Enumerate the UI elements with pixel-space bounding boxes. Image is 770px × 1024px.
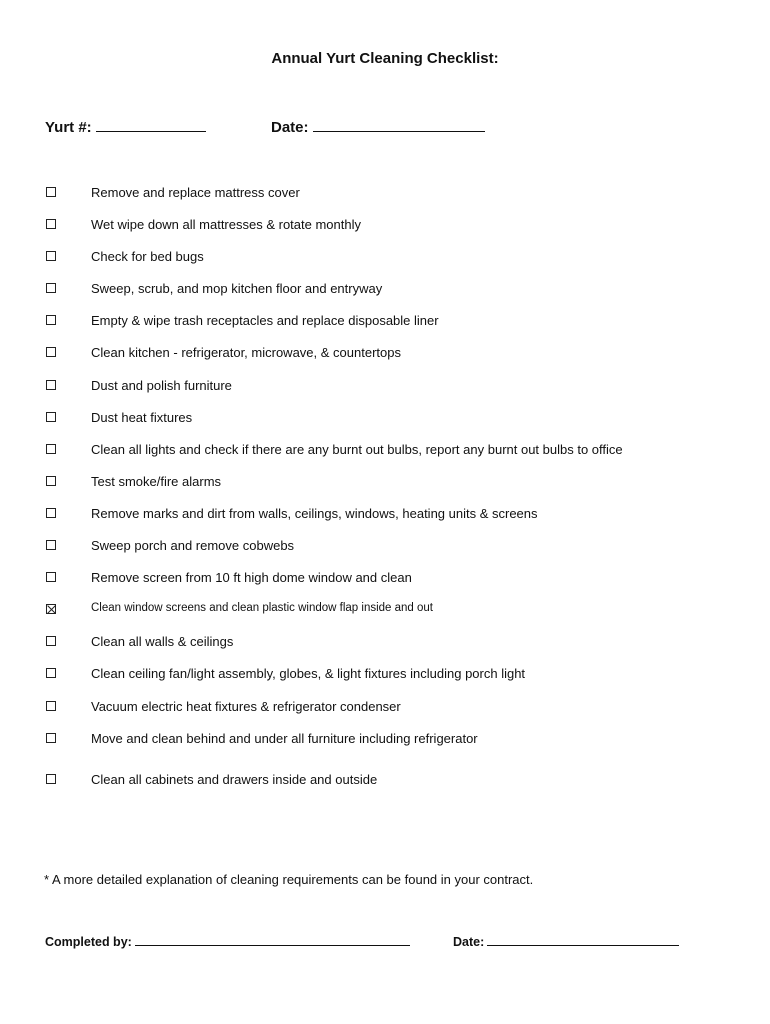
yurt-number-field <box>45 117 206 136</box>
checklist-item <box>44 663 744 695</box>
checklist-item-label: Vacuum electric heat fixtures & refrigerator condenser <box>91 698 401 714</box>
checkbox[interactable] <box>46 187 56 197</box>
checklist-item <box>44 696 744 728</box>
checklist-item <box>44 310 744 342</box>
checkbox[interactable] <box>46 774 56 784</box>
checklist-item-label: Remove marks and dirt from walls, ceilings, windows, heating units & screens <box>91 505 538 521</box>
date-blank[interactable] <box>313 117 485 132</box>
checklist-item-label: Clean all walls & ceilings <box>91 634 234 650</box>
yurt-number-blank[interactable] <box>96 117 206 132</box>
checklist-item-label: Clean kitchen - refrigerator, microwave, & countertops <box>91 345 401 361</box>
checkbox[interactable] <box>46 701 56 711</box>
checklist-item-label: Remove screen from 10 ft high dome window and clean <box>91 570 412 586</box>
cleaning-checklist <box>44 182 744 801</box>
checklist-item <box>44 631 744 663</box>
checklist-item <box>44 375 744 407</box>
checklist-item <box>44 182 744 214</box>
checklist-item <box>44 246 744 278</box>
checklist-item <box>44 728 744 760</box>
date-label: Date: <box>271 119 309 136</box>
checkbox[interactable] <box>46 733 56 743</box>
checkbox[interactable] <box>46 476 56 486</box>
checklist-item <box>44 471 744 503</box>
checklist-item-label: Move and clean behind and under all furniture including refrigerator <box>91 730 478 746</box>
checklist-item-label: Clean ceiling fan/light assembly, globes, & light fixtures including porch light <box>91 666 526 682</box>
checkbox[interactable] <box>46 668 56 678</box>
checklist-item <box>44 503 744 535</box>
checkbox[interactable] <box>46 540 56 550</box>
checkbox[interactable] <box>46 508 56 518</box>
checklist-item-label: Empty & wipe trash receptacles and replace disposable liner <box>91 313 439 329</box>
checkbox[interactable] <box>46 636 56 646</box>
checklist-item <box>44 342 744 374</box>
checklist-item <box>44 535 744 567</box>
checklist-item <box>44 769 744 801</box>
completed-by-label: Completed by: <box>45 935 132 949</box>
checkbox[interactable] <box>46 315 56 325</box>
checklist-item-label: Sweep porch and remove cobwebs <box>91 538 295 554</box>
checkbox[interactable] <box>46 380 56 390</box>
footer-date-field <box>453 933 679 949</box>
footer-date-label: Date: <box>453 935 485 949</box>
checklist-item <box>44 599 744 631</box>
footer-date-blank[interactable] <box>487 933 679 946</box>
checklist-item <box>44 278 744 310</box>
checkbox[interactable] <box>46 347 56 357</box>
date-field <box>271 117 485 136</box>
checkbox[interactable] <box>46 251 56 261</box>
page-title: Annual Yurt Cleaning Checklist: <box>271 50 499 67</box>
checked-checkbox[interactable] <box>46 604 56 614</box>
checklist-item-label: Clean window screens and clean plastic window flap inside and out <box>91 602 434 615</box>
checkbox[interactable] <box>46 572 56 582</box>
checkbox[interactable] <box>46 444 56 454</box>
checklist-item-label: Dust heat fixtures <box>91 409 193 425</box>
checklist-item-label: Sweep, scrub, and mop kitchen floor and entryway <box>91 281 383 297</box>
checklist-item-label: Test smoke/fire alarms <box>91 473 222 489</box>
checklist-item <box>44 439 744 471</box>
checklist-item-label: Clean all cabinets and drawers inside and outside <box>91 771 378 787</box>
checkbox[interactable] <box>46 283 56 293</box>
checklist-item-label: Clean all lights and check if there are any burnt out bulbs, report any burnt out bulbs to office <box>91 441 623 457</box>
yurt-number-label: Yurt #: <box>45 119 92 136</box>
contract-note: * A more detailed explanation of cleaning requirements can be found in your contract. <box>44 872 534 887</box>
completed-by-field <box>45 933 410 949</box>
checklist-item-label: Check for bed bugs <box>91 249 204 265</box>
checkbox[interactable] <box>46 412 56 422</box>
checklist-item-label: Dust and polish furniture <box>91 377 232 393</box>
completed-by-blank[interactable] <box>135 933 410 946</box>
checklist-item-label: Remove and replace mattress cover <box>91 185 300 200</box>
checklist-item <box>44 407 744 439</box>
checkbox[interactable] <box>46 219 56 229</box>
checklist-item <box>44 567 744 599</box>
checklist-item <box>44 214 744 246</box>
checklist-item-label: Wet wipe down all mattresses & rotate monthly <box>91 217 361 233</box>
